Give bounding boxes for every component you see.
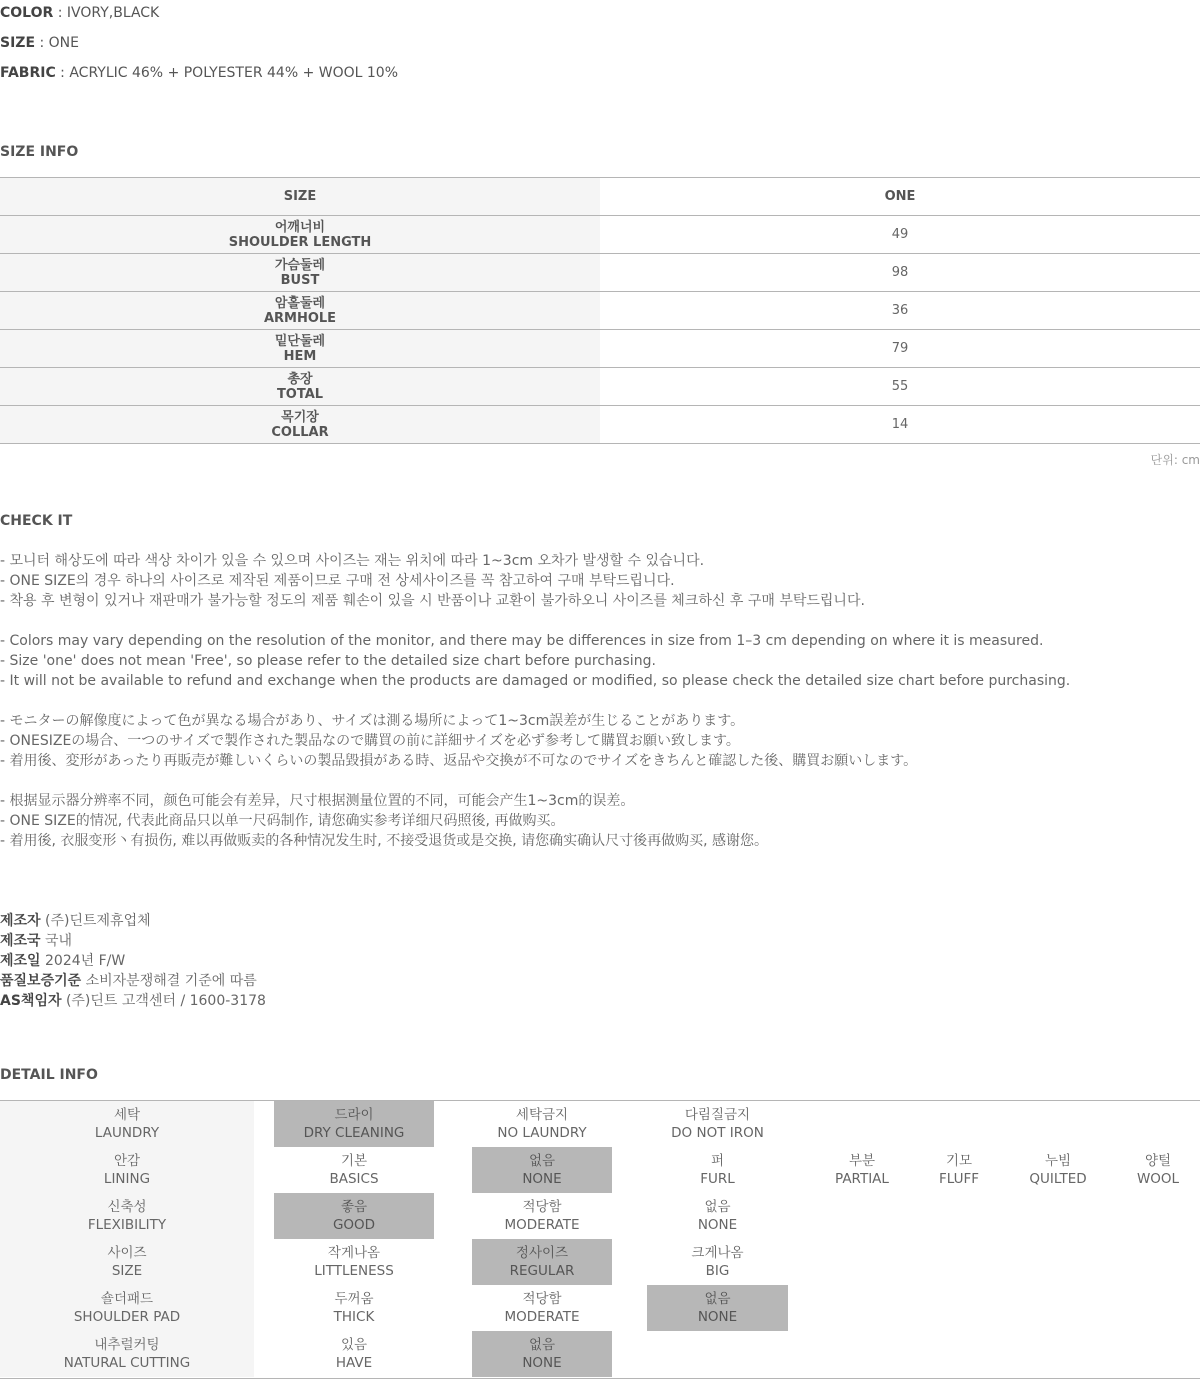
detail-option-en: MODERATE bbox=[504, 1309, 580, 1325]
size-table-body bbox=[0, 216, 1200, 444]
detail-info-grid bbox=[0, 1100, 1200, 1379]
detail-option-ko: 없음 bbox=[704, 1291, 731, 1307]
detail-option-ko: 없음 bbox=[704, 1199, 731, 1215]
size-row-value: 49 bbox=[891, 227, 909, 242]
detail-option-selected bbox=[472, 1331, 612, 1377]
check-it-line: - ONE SIZE的情况, 代表此商品只以单一尺码制作, 请您确实参考详细尺码照後, 再做购买。 bbox=[0, 813, 565, 829]
size-row-label-ko: 가슴둘레 bbox=[274, 257, 326, 273]
detail-label-shoulder-pad bbox=[0, 1285, 254, 1331]
check-it-line: - 根据显示器分辨率不同，颜色可能会有差异，尺寸根据测量位置的不同，可能会产生1~3cm的误差。 bbox=[0, 793, 635, 809]
size-row-value: 79 bbox=[891, 341, 909, 356]
detail-option bbox=[472, 1285, 612, 1331]
size-row-label-en: ARMHOLE bbox=[263, 310, 337, 326]
maker-row-label: 제조국 bbox=[0, 933, 41, 949]
detail-option-en: NONE bbox=[697, 1217, 738, 1233]
detail-option-en: NO LAUNDRY bbox=[497, 1125, 587, 1141]
detail-option-ko: 크게나옴 bbox=[691, 1245, 744, 1261]
detail-option bbox=[274, 1285, 434, 1331]
check-it-line: - ONESIZEの場合、一つのサイズで製作された製品なので購買の前に詳細サイズを必ず参考して購買お願い致します。 bbox=[0, 733, 740, 749]
maker-row-value: (주)딘트제휴업체 bbox=[40, 913, 151, 929]
size-row bbox=[0, 330, 1200, 368]
detail-option bbox=[274, 1147, 434, 1193]
maker-row-label: 제조자 bbox=[0, 913, 41, 929]
detail-option-en: DRY CLEANING bbox=[303, 1125, 405, 1141]
size-row-label-en: TOTAL bbox=[276, 386, 324, 402]
detail-option-selected bbox=[647, 1285, 788, 1331]
detail-label-ko: 사이즈 bbox=[107, 1245, 147, 1261]
fabric-label: FABRIC bbox=[0, 65, 56, 81]
detail-label-ko: 신축성 bbox=[107, 1199, 147, 1215]
detail-option-en: FLUFF bbox=[938, 1171, 980, 1187]
maker-row-label: 제조일 bbox=[0, 953, 41, 969]
detail-label-ko: 안감 bbox=[113, 1153, 141, 1169]
detail-option-ko: 적당함 bbox=[522, 1199, 562, 1215]
maker-row bbox=[0, 971, 257, 991]
size-row-label bbox=[0, 406, 600, 443]
size-label: SIZE bbox=[0, 35, 36, 51]
maker-row-value: 2024년 F/W bbox=[40, 953, 126, 969]
detail-label-en: FLEXIBILITY bbox=[87, 1217, 167, 1233]
size-row-label-en: SHOULDER LENGTH bbox=[228, 234, 372, 250]
size-row-label-ko: 어깨너비 bbox=[274, 219, 326, 235]
maker-row bbox=[0, 991, 266, 1011]
detail-option-selected bbox=[274, 1193, 434, 1239]
check-it-line: - Colors may vary depending on the resolution of the monitor, and there may be differences in size from 1–3 cm depending on where it is measured. bbox=[0, 633, 1044, 649]
detail-option-ko: 기본 bbox=[340, 1153, 368, 1169]
fabric-line bbox=[0, 64, 398, 82]
detail-option-ko: 부분 bbox=[848, 1153, 876, 1169]
detail-option bbox=[822, 1147, 902, 1193]
size-row-label bbox=[0, 368, 600, 405]
detail-label-ko: 숄더패드 bbox=[100, 1291, 154, 1307]
detail-option-ko: 기모 bbox=[945, 1153, 973, 1169]
maker-row bbox=[0, 931, 72, 951]
check-it-line: - 착용 후 변형이 있거나 재판매가 불가능할 정도의 제품 훼손이 있을 시 반품이나 교환이 불가하오니 사이즈를 체크하신 후 구매 부탁드립니다. bbox=[0, 593, 865, 609]
detail-label-size bbox=[0, 1239, 254, 1285]
color-line bbox=[0, 4, 159, 22]
detail-label-laundry bbox=[0, 1101, 254, 1147]
detail-option-ko: 양털 bbox=[1144, 1153, 1172, 1169]
detail-label-en: LAUNDRY bbox=[94, 1125, 160, 1141]
maker-row bbox=[0, 911, 151, 931]
unit-note: 단위: cm bbox=[1150, 453, 1200, 467]
size-row-label-ko: 총장 bbox=[287, 371, 313, 387]
size-row-label-en: BUST bbox=[280, 272, 320, 288]
detail-option-en: MODERATE bbox=[504, 1217, 580, 1233]
detail-option-ko: 누빔 bbox=[1044, 1153, 1072, 1169]
detail-info-title: DETAIL INFO bbox=[0, 1067, 98, 1083]
maker-row-label: 품질보증기준 bbox=[0, 973, 82, 989]
size-header-value: ONE bbox=[884, 189, 916, 204]
size-row bbox=[0, 216, 1200, 254]
size-row-label bbox=[0, 330, 600, 367]
detail-option-ko: 좋음 bbox=[340, 1199, 368, 1215]
detail-option bbox=[1118, 1147, 1198, 1193]
detail-option-en: NONE bbox=[522, 1171, 562, 1187]
fabric-value: : ACRYLIC 46% + POLYESTER 44% + WOOL 10% bbox=[55, 65, 399, 81]
size-row-label bbox=[0, 254, 600, 291]
detail-option-en: PARTIAL bbox=[835, 1171, 889, 1187]
detail-option-ko: 작게나옴 bbox=[327, 1245, 381, 1261]
size-row bbox=[0, 406, 1200, 444]
size-row-value: 36 bbox=[891, 303, 909, 318]
detail-option-ko: 퍼 bbox=[710, 1153, 725, 1169]
size-row-label bbox=[0, 216, 600, 253]
size-row-label-en: COLLAR bbox=[271, 424, 329, 440]
size-row-value: 14 bbox=[891, 417, 909, 432]
size-header-label: SIZE bbox=[0, 178, 600, 215]
color-label: COLOR bbox=[0, 5, 54, 21]
size-info-title: SIZE INFO bbox=[0, 144, 79, 160]
detail-option bbox=[274, 1331, 434, 1377]
detail-option-en: WOOL bbox=[1136, 1171, 1180, 1187]
detail-option-en: FURL bbox=[700, 1171, 735, 1187]
detail-option bbox=[647, 1239, 788, 1285]
size-row bbox=[0, 368, 1200, 406]
detail-option bbox=[472, 1193, 612, 1239]
detail-label-en: SIZE bbox=[111, 1263, 143, 1279]
detail-option-en: DO NOT IRON bbox=[671, 1125, 764, 1141]
size-line bbox=[0, 34, 79, 52]
size-row-label-en: HEM bbox=[283, 348, 317, 364]
detail-label-flexibility bbox=[0, 1193, 254, 1239]
check-it-title: CHECK IT bbox=[0, 513, 73, 529]
detail-option-en: NONE bbox=[697, 1309, 738, 1325]
detail-option bbox=[647, 1147, 788, 1193]
size-row-label bbox=[0, 292, 600, 329]
detail-option bbox=[647, 1193, 788, 1239]
detail-option bbox=[647, 1101, 788, 1147]
check-it-line: - Size 'one' does not mean 'Free', so please refer to the detailed size chart before purchasing. bbox=[0, 653, 656, 669]
detail-option-ko: 드라이 bbox=[334, 1107, 374, 1123]
detail-option-ko: 있음 bbox=[340, 1337, 368, 1353]
size-row bbox=[0, 254, 1200, 292]
maker-row-value: (주)딘트 고객센터 / 1600-3178 bbox=[61, 993, 266, 1009]
detail-label-en: NATURAL CUTTING bbox=[63, 1355, 191, 1371]
detail-label-ko: 내추럴커팅 bbox=[94, 1337, 160, 1353]
detail-option-selected bbox=[472, 1147, 612, 1193]
detail-option-en: THICK bbox=[333, 1309, 375, 1325]
size-table bbox=[0, 177, 1200, 444]
detail-label-ko: 세탁 bbox=[113, 1107, 141, 1123]
size-row-value: 98 bbox=[891, 265, 909, 280]
size-row bbox=[0, 292, 1200, 330]
check-it-line: - 着用後、変形があったり再販売が難しいくらいの製品毀損がある時、返品や交換が不可なのでサイズをきちんと確認した後、購買お願いします。 bbox=[0, 753, 918, 769]
detail-label-natural-cutting bbox=[0, 1331, 254, 1377]
detail-option-ko: 세탁금지 bbox=[515, 1107, 569, 1123]
detail-option-ko: 다림질금지 bbox=[684, 1107, 751, 1123]
check-it-line: - 모니터 해상도에 따라 색상 차이가 있을 수 있으며 사이즈는 재는 위치에 따라 1~3cm 오차가 발생할 수 있습니다. bbox=[0, 553, 705, 569]
size-table-header bbox=[0, 178, 1200, 216]
size-row-value: 55 bbox=[891, 379, 909, 394]
detail-option bbox=[274, 1239, 434, 1285]
check-it-line: - モニターの解像度によって色が異なる場合があり、サイズは測る場所によって1~3cm誤差が生じることがあります。 bbox=[0, 713, 745, 729]
detail-option-ko: 두꺼움 bbox=[334, 1291, 374, 1307]
detail-option-en: GOOD bbox=[332, 1217, 376, 1233]
detail-option bbox=[472, 1101, 612, 1147]
size-value: : ONE bbox=[35, 35, 79, 51]
detail-option bbox=[1018, 1147, 1098, 1193]
maker-row-label: AS책임자 bbox=[0, 993, 62, 1009]
detail-option-en: BASICS bbox=[329, 1171, 379, 1187]
detail-option-ko: 없음 bbox=[528, 1337, 556, 1353]
color-value: : IVORY,BLACK bbox=[53, 5, 160, 21]
detail-label-en: LINING bbox=[103, 1171, 151, 1187]
detail-option-en: QUILTED bbox=[1029, 1171, 1087, 1187]
detail-option-selected bbox=[472, 1239, 612, 1285]
check-it-line: - 着用後, 衣服变形丶有损伤, 难以再做贩卖的各种情况发生时, 不接受退货或是交换, 请您确实确认尺寸後再做购买, 感谢您。 bbox=[0, 833, 769, 849]
detail-label-en: SHOULDER PAD bbox=[73, 1309, 181, 1325]
detail-option-ko: 없음 bbox=[528, 1153, 556, 1169]
detail-option-ko: 정사이즈 bbox=[515, 1245, 569, 1261]
check-it-line: - It will not be available to refund and exchange when the products are damaged or modified, so please check the detailed size chart before purchasing. bbox=[0, 673, 1071, 689]
detail-option-en: NONE bbox=[522, 1355, 562, 1371]
check-it-line: - ONE SIZE의 경우 하나의 사이즈로 제작된 제품이므로 구매 전 상세사이즈를 꼭 참고하여 구매 부탁드립니다. bbox=[0, 573, 675, 589]
maker-row-value: 국내 bbox=[40, 933, 73, 949]
maker-row-value: 소비자분쟁해결 기준에 따름 bbox=[81, 973, 257, 989]
detail-option-en: HAVE bbox=[335, 1355, 373, 1371]
size-row-label-ko: 밑단둘레 bbox=[274, 333, 326, 349]
detail-option-en: BIG bbox=[705, 1263, 730, 1279]
maker-row bbox=[0, 951, 125, 971]
detail-option bbox=[920, 1147, 998, 1193]
detail-option-en: LITTLENESS bbox=[314, 1263, 394, 1279]
size-row-label-ko: 암홀둘레 bbox=[274, 295, 326, 311]
detail-label-lining bbox=[0, 1147, 254, 1193]
detail-option-en: REGULAR bbox=[509, 1263, 575, 1279]
detail-option-ko: 적당함 bbox=[522, 1291, 562, 1307]
size-row-label-ko: 목기장 bbox=[281, 409, 319, 425]
detail-option-selected bbox=[274, 1101, 434, 1147]
